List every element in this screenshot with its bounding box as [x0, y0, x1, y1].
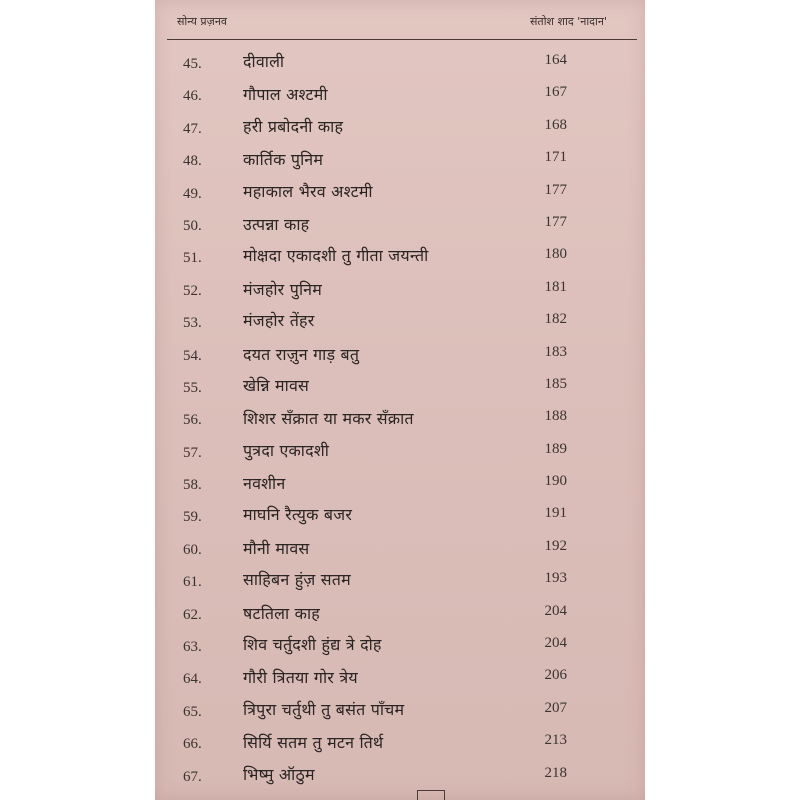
- toc-entry: [155, 113, 645, 145]
- toc-entry-page: 190: [544, 473, 567, 490]
- toc-entry-page: 191: [544, 505, 567, 522]
- toc-entry-number: 46.: [183, 88, 202, 105]
- toc-entry-page: 218: [544, 764, 567, 781]
- toc-entry-title: शिव चर्तुदशी हुंद्य त्रे दोह: [243, 635, 382, 655]
- toc-entry-number: 52.: [183, 282, 202, 299]
- toc-entry-page: 181: [544, 278, 567, 295]
- toc-entry-title: खेन्नि मावस: [243, 375, 310, 395]
- running-header: [155, 6, 645, 34]
- toc-entry-page: 183: [544, 343, 567, 360]
- toc-entry-title: षटतिला काह: [243, 603, 320, 623]
- toc-entry-page: 177: [544, 181, 567, 198]
- toc-entry: [155, 501, 645, 533]
- toc-entry-title: हरी प्रबोदनी काह: [243, 116, 344, 136]
- toc-entry-title: शिशर सँक्रात या मकर सँक्रात: [243, 409, 414, 429]
- toc-entry: [155, 534, 645, 566]
- toc-entry: [155, 307, 645, 339]
- toc-entry-number: 50.: [183, 217, 202, 234]
- toc-entry: [155, 761, 645, 793]
- toc-entry-page: 204: [544, 635, 567, 652]
- toc-entry: [155, 48, 645, 80]
- toc-entry: [155, 178, 645, 210]
- page-number-box: [417, 790, 445, 800]
- toc-entry-page: 168: [544, 116, 567, 133]
- toc-entry: [155, 696, 645, 728]
- toc-entry-page: 206: [544, 667, 567, 684]
- toc-entry-page: 182: [544, 311, 567, 328]
- table-of-contents: [155, 48, 645, 793]
- toc-entry-number: 67.: [183, 768, 202, 785]
- toc-entry-page: 192: [544, 537, 567, 554]
- toc-entry-number: 62.: [183, 606, 202, 623]
- toc-entry-title: मौनी मावस: [243, 538, 310, 558]
- toc-entry-title: भिष्मु ऑठुम: [243, 764, 315, 784]
- toc-entry-title: दयत राज़ुन गाड़ बतु: [243, 344, 360, 364]
- toc-entry-number: 47.: [183, 120, 202, 137]
- toc-entry-title: गौरी त्रितया गोर त्रेय: [243, 668, 358, 688]
- toc-entry-number: 60.: [183, 541, 202, 558]
- toc-entry-number: 48.: [183, 153, 202, 170]
- toc-entry-title: सिर्यि सतम तु मटन तिर्थ: [243, 733, 384, 753]
- toc-entry: [155, 437, 645, 469]
- toc-entry-title: त्रिपुरा चर्तुथी तु बसंत पाँचम: [243, 699, 405, 719]
- toc-entry: [155, 469, 645, 501]
- book-page: [155, 0, 645, 800]
- toc-entry-number: 66.: [183, 736, 202, 753]
- toc-entry-title: उत्पन्ना काह: [243, 214, 310, 234]
- toc-entry-title: महाकाल भैरव अश्टमी: [243, 181, 373, 201]
- toc-entry-title: दीवाली: [243, 52, 285, 71]
- toc-entry-number: 59.: [183, 509, 202, 526]
- toc-entry-page: 193: [544, 570, 567, 587]
- toc-entry-number: 58.: [183, 477, 202, 494]
- toc-entry-title: कार्तिक पुनिम: [243, 150, 324, 170]
- toc-entry-page: 213: [544, 732, 567, 749]
- book-title: सोन्य प्रज़नव: [177, 15, 228, 28]
- toc-entry: [155, 340, 645, 372]
- toc-entry-number: 53.: [183, 315, 202, 332]
- toc-entry-page: 185: [544, 375, 567, 392]
- toc-entry-title: मोक्षदा एकादशी तु गीता जयन्ती: [243, 246, 429, 266]
- toc-entry-page: 171: [544, 149, 567, 166]
- toc-entry-page: 167: [544, 84, 567, 101]
- toc-entry-page: 207: [544, 699, 567, 716]
- toc-entry-page: 177: [544, 213, 567, 230]
- toc-entry-title: पुत्रदा एकादशी: [243, 440, 330, 460]
- toc-entry-number: 49.: [183, 185, 202, 202]
- toc-entry: [155, 242, 645, 274]
- toc-entry-number: 65.: [183, 703, 202, 720]
- toc-entry: [155, 663, 645, 695]
- toc-entry-page: 164: [544, 52, 567, 68]
- toc-entry-page: 204: [544, 602, 567, 619]
- toc-entry-number: 57.: [183, 444, 202, 461]
- toc-entry-page: 189: [544, 440, 567, 457]
- toc-entry: [155, 275, 645, 307]
- toc-entry: [155, 599, 645, 631]
- toc-entry: [155, 566, 645, 598]
- toc-entry: [155, 145, 645, 177]
- header-rule: [167, 39, 637, 40]
- toc-entry: [155, 631, 645, 663]
- toc-entry: [155, 372, 645, 404]
- toc-entry: [155, 728, 645, 760]
- toc-entry-title: नवशीन: [243, 474, 286, 494]
- toc-entry-number: 64.: [183, 671, 202, 688]
- toc-entry: [155, 404, 645, 436]
- toc-entry-page: 188: [544, 408, 567, 425]
- toc-entry-title: साहिबन हुंज़ सतम: [243, 570, 351, 590]
- toc-entry-number: 51.: [183, 250, 202, 267]
- toc-entry-number: 55.: [183, 379, 202, 396]
- toc-entry-number: 56.: [183, 412, 202, 429]
- toc-entry-title: मंजहोर तेंहर: [243, 311, 315, 331]
- toc-entry-title: मंजहोर पुनिम: [243, 279, 322, 299]
- toc-entry-number: 61.: [183, 574, 202, 591]
- toc-entry-title: माघनि रैत्युक बजर: [243, 505, 353, 525]
- toc-entry-page: 180: [544, 246, 567, 263]
- toc-entry-number: 45.: [183, 56, 202, 72]
- author-name: संतोश शाद 'नादान': [530, 15, 607, 28]
- toc-entry-title: गौपाल अश्टमी: [243, 85, 328, 105]
- toc-entry-number: 54.: [183, 347, 202, 364]
- toc-entry: [155, 80, 645, 112]
- toc-entry-number: 63.: [183, 639, 202, 656]
- toc-entry: [155, 210, 645, 242]
